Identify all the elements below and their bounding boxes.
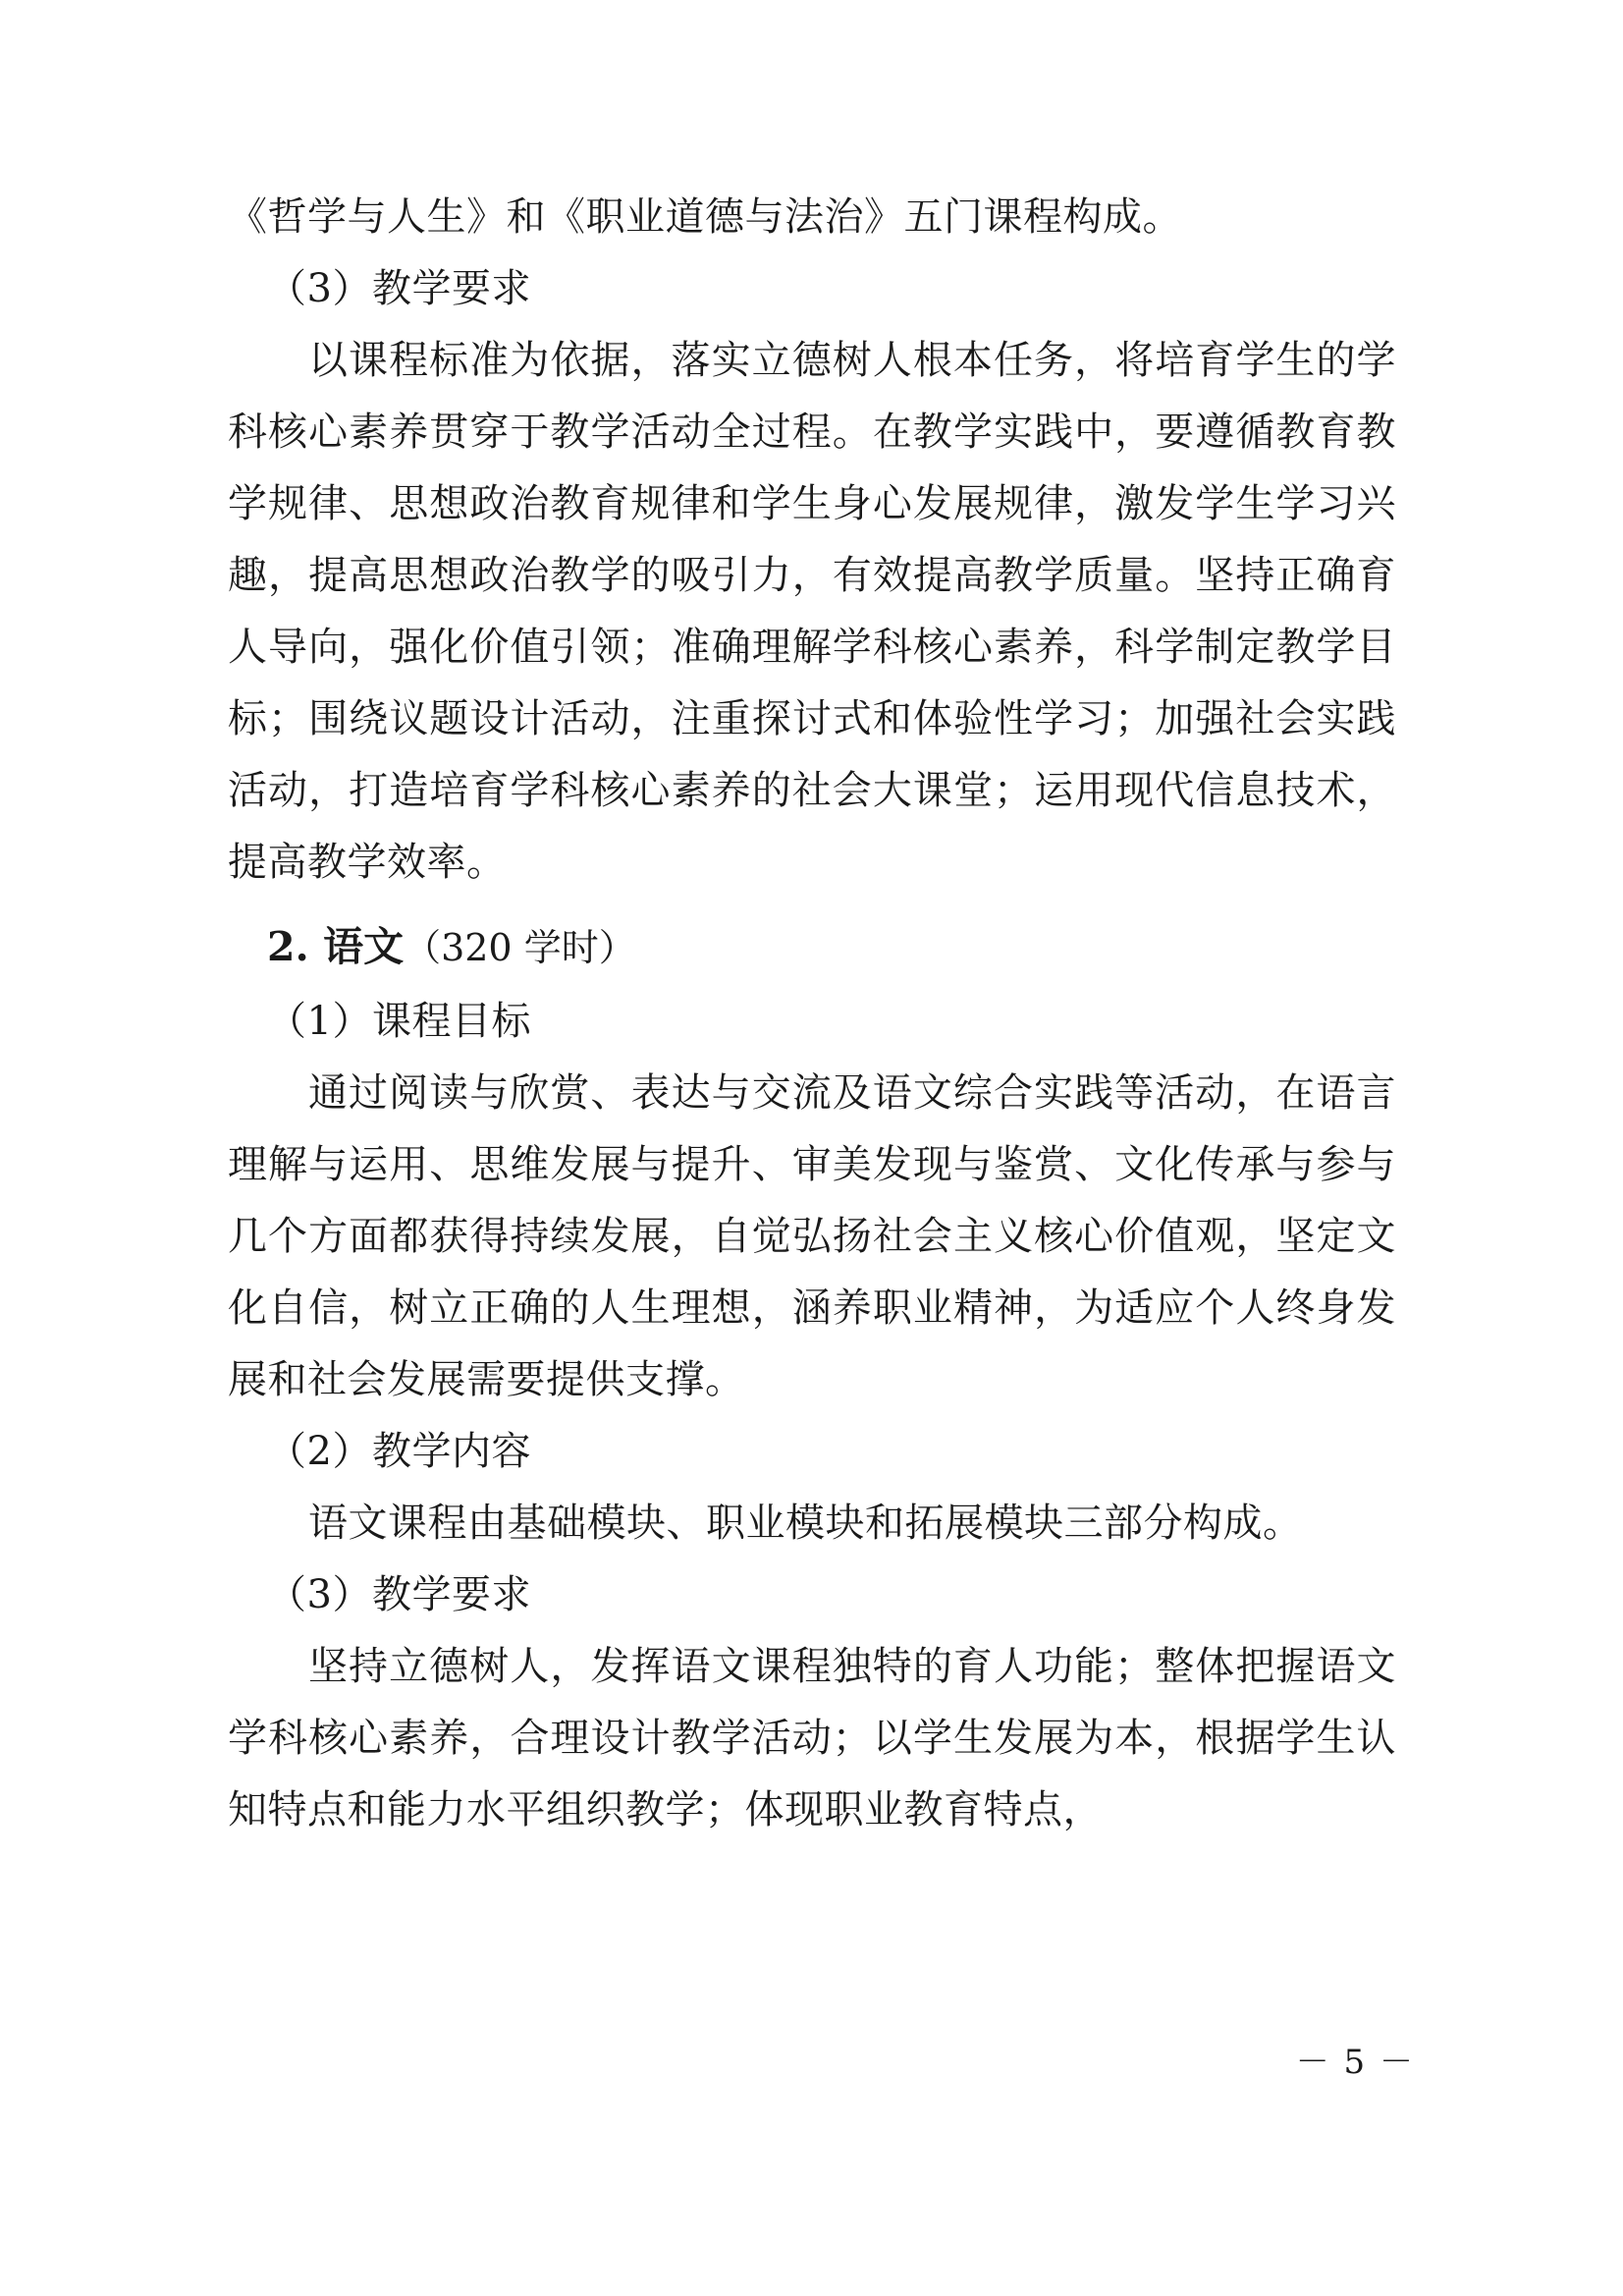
heading-sec2-item2: （2）教学内容 (267, 1429, 531, 1474)
paragraph-sec1-item3-body: 以课程标准为依据，落实立德树人根本任务，将培育学生的学科核心素养贯穿于教学活动全过程。在教学实践中，要遵循教育教学规律、思想政治教育规律和学生身心发展规律，激发学生学习兴趣，提高思想政治教学的吸引力，有效提高教学质量。坚持正确育人导向，强化价值引领；准确理解学科核心素养，科学制定教学目标；围绕议题设计活动，注重探讨式和体验性学习；加强社会实践活动，打造培育学科核心素养的社会大课堂；运用现代信息技术，提高教学效率。 (228, 338, 1396, 885)
heading-sec2-item1: （1）课程目标 (267, 999, 531, 1044)
section-2-hours: （320 学时） (404, 926, 636, 969)
heading-sec1-item3: （3）教学要求 (267, 266, 531, 311)
paragraph-courses-end: 《哲学与人生》和《职业道德与法治》五门课程构成。 (228, 194, 1182, 240)
paragraph-sec2-item3-body: 坚持立德树人，发挥语文课程独特的育人功能；整体把握语文学科核心素养，合理设计教学活动；以学生发展为本，根据学生认知特点和能力水平组织教学；体现职业教育特点， (228, 1644, 1396, 1832)
paragraph-sec2-item1-body: 通过阅读与欣赏、表达与交流及语文综合实践等活动，在语言理解与运用、思维发展与提升、审美发现与鉴赏、文化传承与参与几个方面都获得持续发展，自觉弘扬社会主义核心价值观，坚定文化自信，树立正确的人生理想，涵养职业精神，为适应个人终身发展和社会发展需要提供支撑。 (228, 1070, 1396, 1402)
page-body (228, 182, 1396, 1846)
heading-sec2-item3: （3）教学要求 (267, 1572, 531, 1617)
section-2-title: 2. 语文 (267, 923, 405, 970)
heading-section-2 (228, 908, 1396, 986)
page-number: － 5 － (1295, 2043, 1415, 2082)
paragraph-sec2-item2-body: 语文课程由基础模块、职业模块和拓展模块三部分构成。 (308, 1501, 1303, 1546)
